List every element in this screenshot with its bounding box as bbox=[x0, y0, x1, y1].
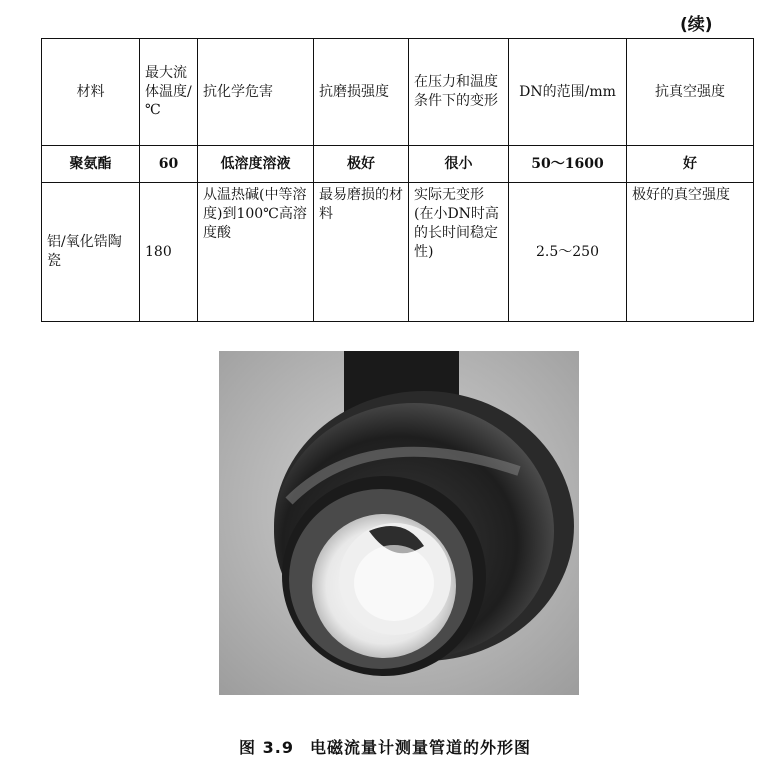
cell-vacuum-strength: 极好的真空强度 bbox=[627, 183, 754, 322]
continued-label: (续) bbox=[680, 15, 713, 35]
cell-dn-range: 50～1600 bbox=[509, 146, 627, 183]
cell-max-temp: 60 bbox=[140, 146, 198, 183]
table-row bbox=[42, 146, 754, 183]
cell-dn-range: 2.5～250 bbox=[509, 183, 627, 322]
table-row bbox=[42, 183, 754, 322]
material-table bbox=[41, 38, 754, 322]
figure-caption bbox=[0, 735, 770, 758]
header-material: 材料 bbox=[42, 39, 140, 146]
header-chemical-resistance: 抗化学危害 bbox=[198, 39, 314, 146]
header-vacuum-strength: 抗真空强度 bbox=[627, 39, 754, 146]
cell-material: 铝/氧化锆陶瓷 bbox=[42, 183, 140, 322]
cell-max-temp: 180 bbox=[140, 183, 198, 322]
table-header-row bbox=[42, 39, 754, 146]
cell-chemical-resistance: 低溶度溶液 bbox=[198, 146, 314, 183]
figure-title: 电磁流量计测量管道的外形图 bbox=[309, 738, 531, 757]
header-wear-resistance: 抗磨损强度 bbox=[314, 39, 409, 146]
figure-number: 图 3.9 bbox=[239, 738, 294, 757]
header-max-temp: 最大流体温度/℃ bbox=[140, 39, 198, 146]
cell-wear-resistance: 最易磨损的材料 bbox=[314, 183, 409, 322]
cell-chemical-resistance: 从温热碱(中等溶度)到100℃高溶度酸 bbox=[198, 183, 314, 322]
header-dn-range: DN的范围/mm bbox=[509, 39, 627, 146]
cell-material: 聚氨酯 bbox=[42, 146, 140, 183]
cell-vacuum-strength: 好 bbox=[627, 146, 754, 183]
cell-deformation: 很小 bbox=[409, 146, 509, 183]
flowmeter-photo-illustration bbox=[219, 351, 579, 695]
cell-deformation: 实际无变形(在小DN时高的长时间稳定性) bbox=[409, 183, 509, 322]
flowmeter-tube-photo bbox=[219, 351, 579, 695]
cell-wear-resistance: 极好 bbox=[314, 146, 409, 183]
header-deformation: 在压力和温度条件下的变形 bbox=[409, 39, 509, 146]
